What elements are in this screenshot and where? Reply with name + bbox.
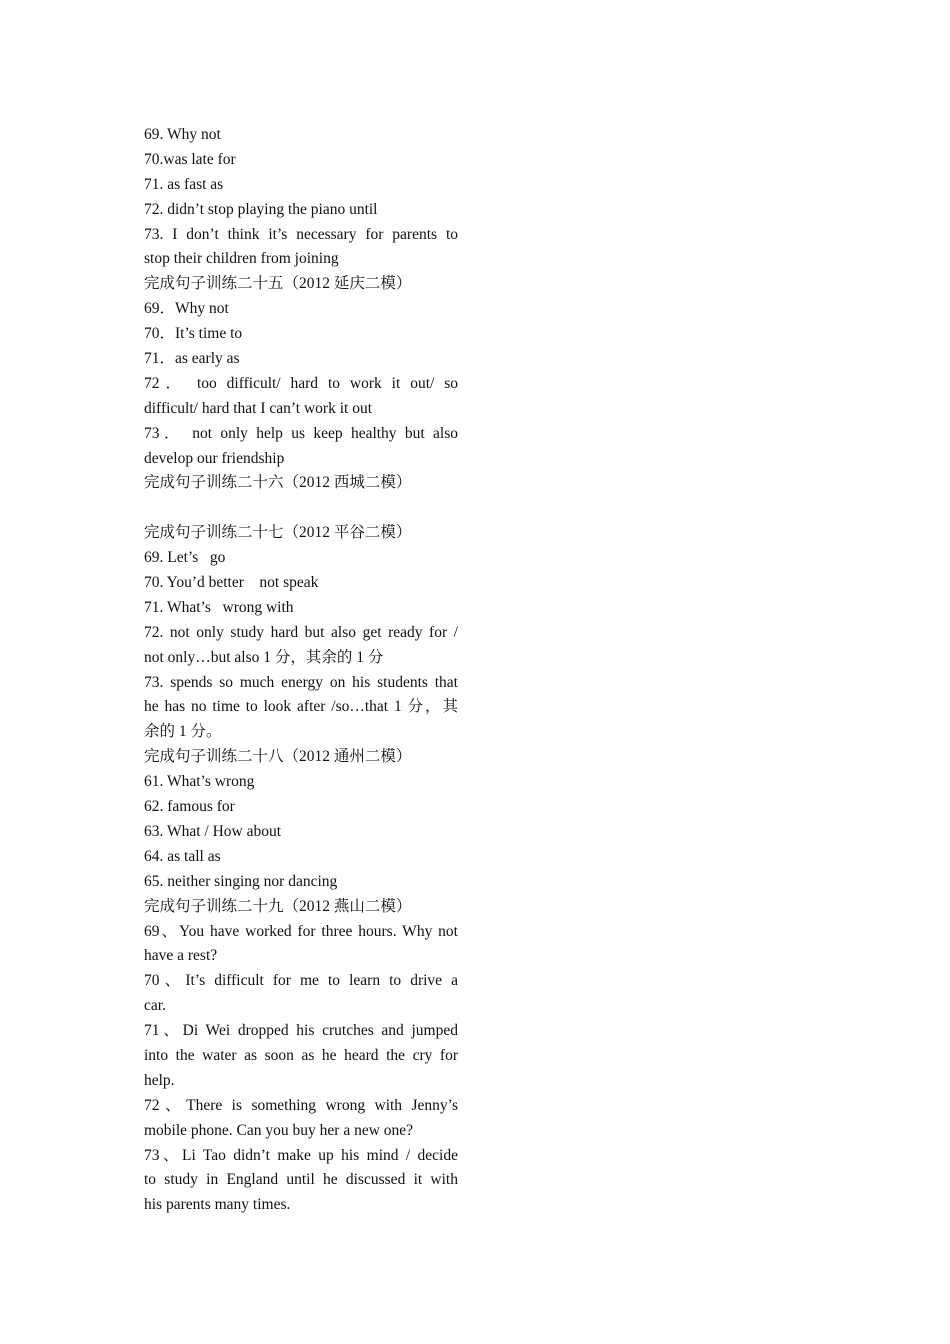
- answer-line: 70、It’s difficult for me to learn to drive a: [144, 972, 458, 990]
- document-body: [144, 123, 458, 1218]
- answer-line: 71. as fast as: [144, 175, 224, 193]
- answer-line: 72. not only study hard but also get ready for /: [144, 623, 458, 641]
- answer-line: develop our friendship: [144, 449, 285, 467]
- answer-line: 70. You’d better not speak: [144, 574, 319, 592]
- answer-line: 70．It’s time to: [144, 325, 243, 343]
- answer-line: 62. famous for: [144, 798, 235, 816]
- answer-line: stop their children from joining: [144, 250, 339, 268]
- answer-line: 70.was late for: [144, 150, 236, 168]
- answer-line: 73. I don’t think it’s necessary for parents to: [144, 225, 458, 243]
- answer-line: 64. as tall as: [144, 847, 221, 865]
- section-heading: 完成句子训练二十七（2012 平谷二模）: [144, 524, 412, 542]
- answer-line: have a rest?: [144, 947, 218, 965]
- answer-line: 69. Why not: [144, 126, 221, 143]
- blank-line: [144, 496, 458, 521]
- answer-line: to study in England until he discussed it with: [144, 1171, 458, 1189]
- answer-line: 71. What’s wrong with: [144, 598, 294, 616]
- answer-line: 71、Di Wei dropped his crutches and jumped: [144, 1022, 458, 1040]
- answer-line: 73、Li Tao didn’t make up his mind / decide: [144, 1146, 458, 1164]
- answer-line: 72、There is something wrong with Jenny’s: [144, 1096, 458, 1114]
- answer-line: car.: [144, 997, 166, 1015]
- answer-line: 余的 1 分。: [144, 723, 222, 741]
- answer-line: not only…but also 1 分，其余的 1 分: [144, 648, 384, 666]
- answer-line: 73. spends so much energy on his students that: [144, 673, 458, 691]
- answer-line: 69．Why not: [144, 300, 229, 318]
- answer-line: 63. What / How about: [144, 822, 282, 840]
- section-heading: 完成句子训练二十八（2012 通州二模）: [144, 748, 412, 766]
- section-heading: 完成句子训练二十六（2012 西城二模）: [144, 474, 412, 492]
- answer-line: into the water as soon as he heard the cry for: [144, 1046, 458, 1064]
- section-heading: 完成句子训练二十九（2012 燕山二模）: [144, 897, 412, 915]
- answer-line: 69. Let’s go: [144, 549, 226, 567]
- answer-line: help.: [144, 1071, 175, 1089]
- answer-line: 72. didn’t stop playing the piano until: [144, 200, 378, 218]
- answer-line: difficult/ hard that I can’t work it out: [144, 399, 372, 417]
- section-heading: 完成句子训练二十五（2012 延庆二模）: [144, 275, 412, 293]
- answer-line: 61. What’s wrong: [144, 773, 255, 791]
- answer-line: 71．as early as: [144, 350, 240, 368]
- answer-line: 69、You have worked for three hours. Why not: [144, 922, 458, 940]
- answer-line: his parents many times.: [144, 1196, 291, 1214]
- answer-line: mobile phone. Can you buy her a new one?: [144, 1121, 414, 1139]
- answer-line: 72． too difficult/ hard to work it out/ so: [144, 374, 458, 392]
- answer-line: 65. neither singing nor dancing: [144, 872, 338, 890]
- answer-line: he has no time to look after /so…that 1 分，其: [144, 698, 458, 716]
- answer-line: 73． not only help us keep healthy but also: [144, 424, 458, 442]
